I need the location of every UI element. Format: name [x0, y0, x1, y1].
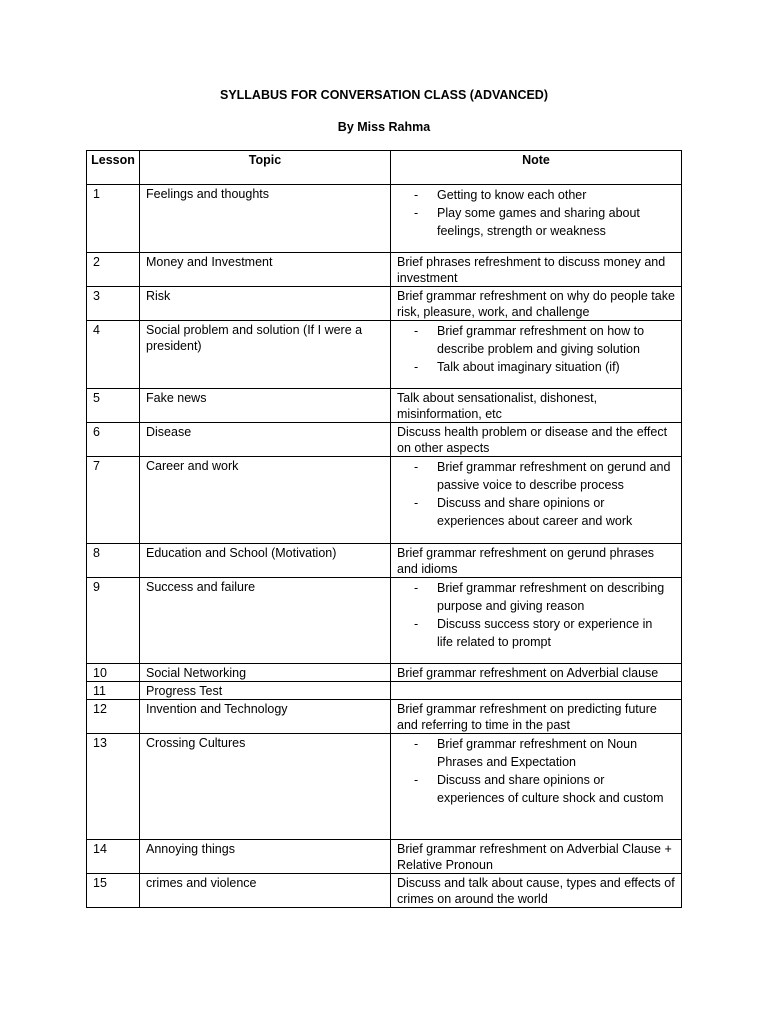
lesson-topic: Fake news	[140, 389, 391, 423]
note-bullet-list	[391, 579, 675, 651]
note-bullet-item: - Brief grammar refreshment on gerund and passive voice to describe process	[391, 458, 675, 494]
table-header-row	[87, 151, 682, 185]
lesson-topic: Progress Test	[140, 682, 391, 700]
note-bullet-item: - Getting to know each other	[391, 186, 675, 204]
table-row	[87, 544, 682, 578]
lesson-topic: Education and School (Motivation)	[140, 544, 391, 578]
note-bullet-list	[391, 458, 675, 530]
lesson-number: 3	[87, 287, 140, 321]
lesson-topic: Crossing Cultures	[140, 734, 391, 840]
header-lesson: Lesson	[87, 151, 140, 185]
lesson-note: Brief grammar refreshment on gerund phrases and idioms	[391, 544, 682, 578]
lesson-note	[391, 457, 682, 544]
table-row	[87, 185, 682, 253]
lesson-number: 8	[87, 544, 140, 578]
table-row	[87, 840, 682, 874]
lesson-note	[391, 185, 682, 253]
lesson-note: Discuss health problem or disease and the effect on other aspects	[391, 423, 682, 457]
table-row	[87, 287, 682, 321]
note-bullet-item: - Play some games and sharing about feelings, strength or weakness	[391, 204, 675, 240]
lesson-topic: Social Networking	[140, 664, 391, 682]
syllabus-table	[86, 150, 682, 908]
lesson-note	[391, 578, 682, 664]
table-row	[87, 389, 682, 423]
lesson-note: Brief grammar refreshment on why do people take risk, pleasure, work, and challenge	[391, 287, 682, 321]
lesson-topic: Career and work	[140, 457, 391, 544]
lesson-number: 7	[87, 457, 140, 544]
lesson-number: 4	[87, 321, 140, 389]
lesson-note: Discuss and talk about cause, types and effects of crimes on around the world	[391, 874, 682, 908]
lesson-number: 9	[87, 578, 140, 664]
table-row	[87, 734, 682, 840]
table-row	[87, 682, 682, 700]
lesson-number: 10	[87, 664, 140, 682]
lesson-number: 13	[87, 734, 140, 840]
lesson-note	[391, 682, 682, 700]
note-bullet-list	[391, 735, 675, 807]
lesson-topic: Disease	[140, 423, 391, 457]
lesson-note	[391, 734, 682, 840]
lesson-number: 1	[87, 185, 140, 253]
lesson-number: 11	[87, 682, 140, 700]
header-note: Note	[391, 151, 682, 185]
lesson-number: 5	[87, 389, 140, 423]
table-row	[87, 321, 682, 389]
note-bullet-item: - Discuss and share opinions or experiences of culture shock and custom	[391, 771, 675, 807]
lesson-topic: Invention and Technology	[140, 700, 391, 734]
lesson-number: 15	[87, 874, 140, 908]
table-row	[87, 874, 682, 908]
lesson-number: 14	[87, 840, 140, 874]
document-title: SYLLABUS FOR CONVERSATION CLASS (ADVANCED)	[219, 88, 548, 102]
lesson-note: Brief phrases refreshment to discuss money and investment	[391, 253, 682, 287]
table-row	[87, 578, 682, 664]
lesson-note	[391, 321, 682, 389]
note-bullet-item: - Brief grammar refreshment on how to describe problem and giving solution	[391, 322, 675, 358]
lesson-note: Brief grammar refreshment on Adverbial clause	[391, 664, 682, 682]
table-row	[87, 700, 682, 734]
table-row	[87, 664, 682, 682]
lesson-note: Talk about sensationalist, dishonest, misinformation, etc	[391, 389, 682, 423]
lesson-topic: Annoying things	[140, 840, 391, 874]
note-bullet-list	[391, 322, 675, 376]
table-row	[87, 253, 682, 287]
table-body	[87, 185, 682, 908]
lesson-topic: Social problem and solution (If I were a president)	[140, 321, 391, 389]
lesson-number: 12	[87, 700, 140, 734]
lesson-topic: Risk	[140, 287, 391, 321]
table-row	[87, 457, 682, 544]
note-bullet-item: - Brief grammar refreshment on Noun Phrases and Expectation	[391, 735, 675, 771]
note-bullet-list	[391, 186, 675, 240]
lesson-topic: Feelings and thoughts	[140, 185, 391, 253]
document-author: By Miss Rahma	[337, 120, 431, 134]
lesson-number: 6	[87, 423, 140, 457]
lesson-topic: crimes and violence	[140, 874, 391, 908]
note-bullet-item: - Talk about imaginary situation (if)	[391, 358, 675, 376]
lesson-note: Brief grammar refreshment on predicting future and referring to time in the past	[391, 700, 682, 734]
note-bullet-item: - Brief grammar refreshment on describing purpose and giving reason	[391, 579, 675, 615]
header-topic: Topic	[140, 151, 391, 185]
note-bullet-item: - Discuss success story or experience in life related to prompt	[391, 615, 675, 651]
lesson-topic: Success and failure	[140, 578, 391, 664]
lesson-number: 2	[87, 253, 140, 287]
table-row	[87, 423, 682, 457]
lesson-topic: Money and Investment	[140, 253, 391, 287]
note-bullet-item: - Discuss and share opinions or experiences about career and work	[391, 494, 675, 530]
lesson-note: Brief grammar refreshment on Adverbial Clause + Relative Pronoun	[391, 840, 682, 874]
